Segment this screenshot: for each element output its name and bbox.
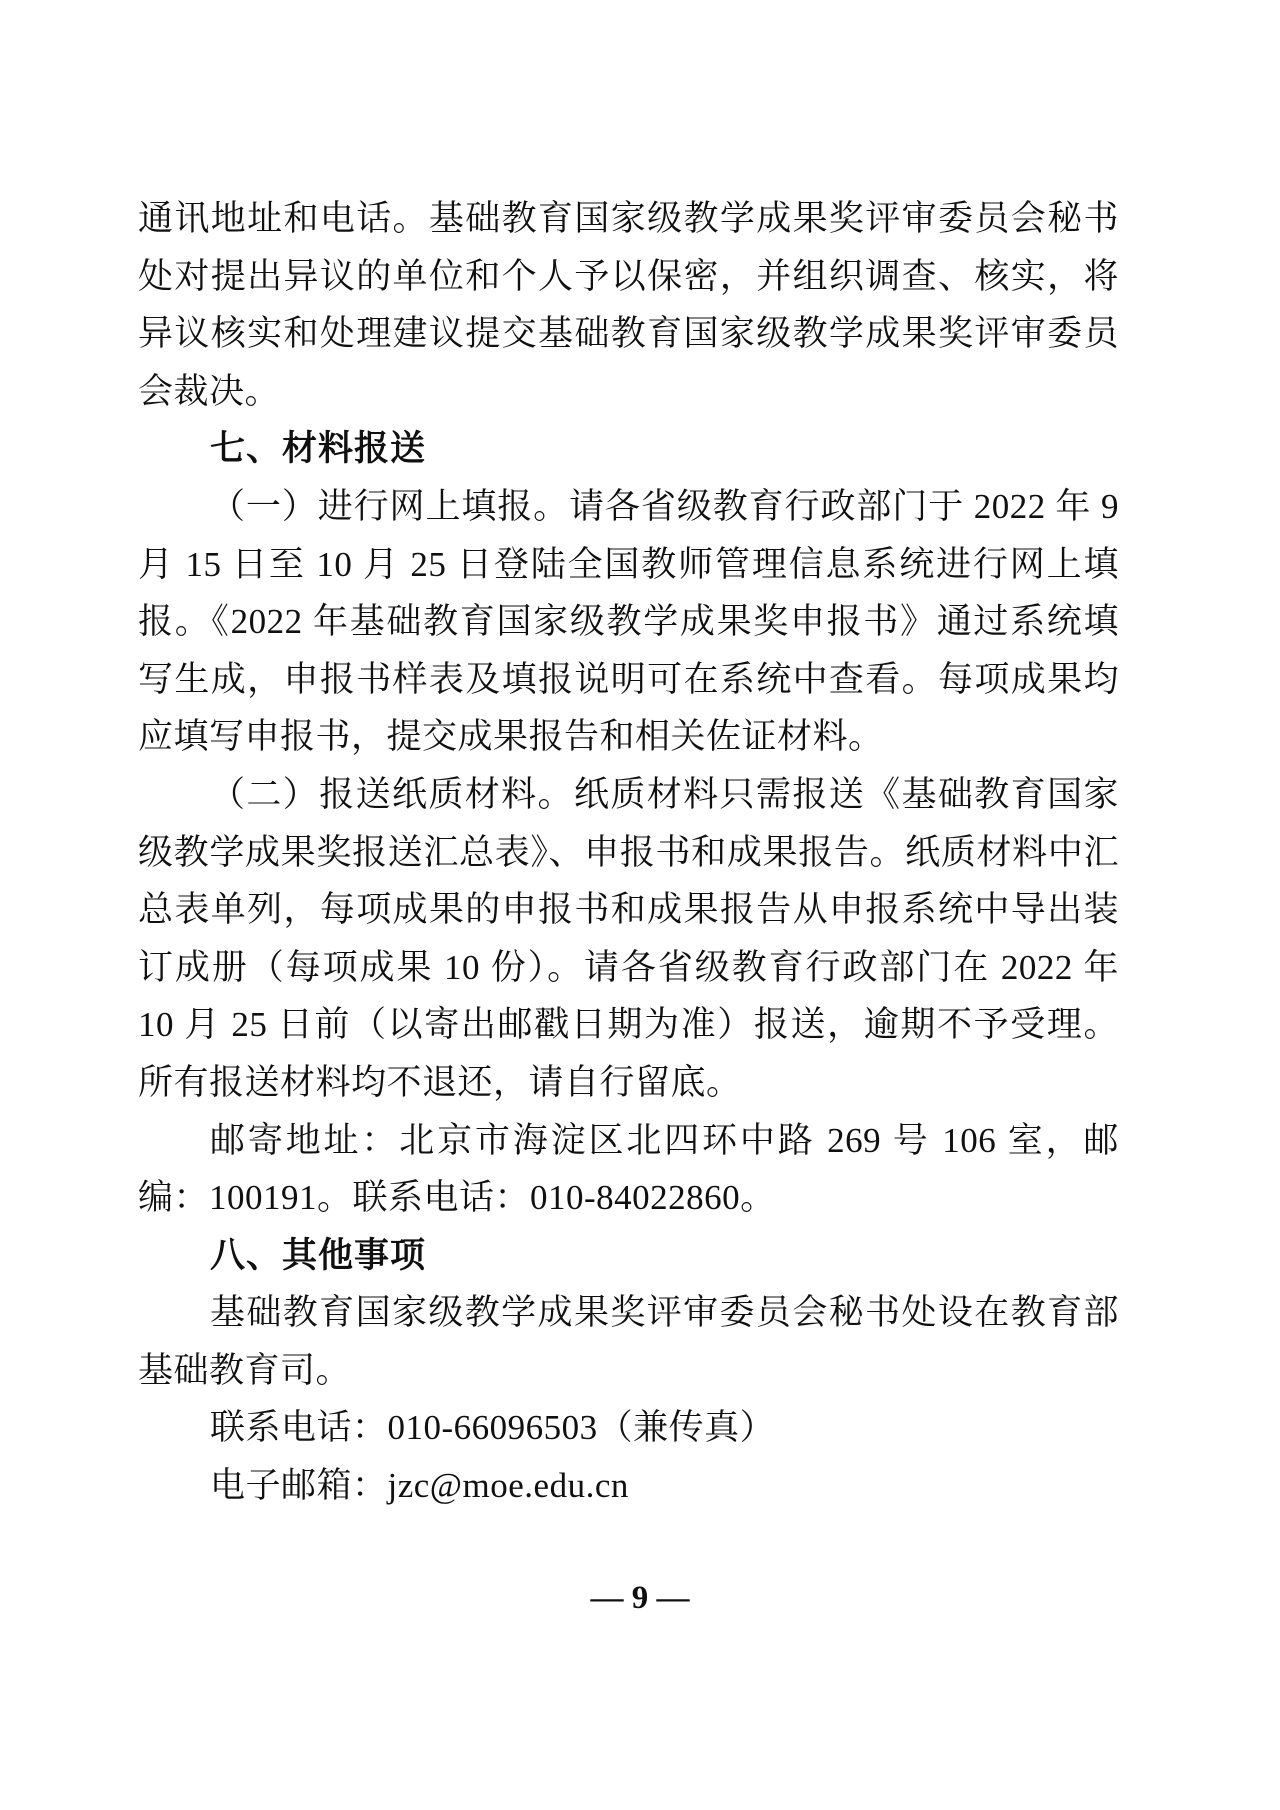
paragraph-continuation-objection-handling: 通讯地址和电话。基础教育国家级教学成果奖评审委员会秘书处对提出异议的单位和个人予以保密，并组织调查、核实，将异议核实和处理建议提交基础教育国家级教学成果奖评审委员会裁决。 — [138, 199, 1119, 411]
paragraph-contact-phone: 联系电话：010-66096503（兼传真） — [210, 1408, 776, 1448]
paragraph-mailing-address: 邮寄地址：北京市海淀区北四环中路 269 号 106 室，邮编：100191。联系电话：010-84022860。 — [138, 1120, 1119, 1218]
section-heading-materials-submission: 七、材料报送 — [210, 429, 427, 469]
paragraph-online-filing: （一）进行网上填报。请各省级教育行政部门于 2022 年 9 月 15 日至 10 月 25 日登陆全国教师管理信息系统进行网上填报。《2022 年基础教育国家级教学成果奖申报书》通过系统填写生成，申报书样表及填报说明可在系统中查看。每项成果均应填写申报书，提交成果报告和相关佐证材料。 — [138, 486, 1119, 757]
paragraph-secretariat-location: 基础教育国家级教学成果奖评审委员会秘书处设在教育部基础教育司。 — [138, 1293, 1119, 1390]
document-body — [138, 190, 1119, 1515]
paragraph-paper-materials: （二）报送纸质材料。纸质材料只需报送《基础教育国家级教学成果奖报送汇总表》、申报书和成果报告。纸质材料中汇总表单列，每项成果的申报书和成果报告从申报系统中导出装订成册（每项成果 10 份）。请各省级教育行政部门在 2022 年 10 月 25 日前（以寄出邮戳日期为准）报送，逾期不予受理。所有报送材料均不退还，请自行留底。 — [138, 774, 1119, 1102]
page-number: — 9 — — [590, 1580, 690, 1616]
paragraph-contact-email: 电子邮箱：jzc@moe.edu.cn — [210, 1466, 629, 1506]
section-heading-other-matters: 八、其他事项 — [210, 1235, 427, 1275]
